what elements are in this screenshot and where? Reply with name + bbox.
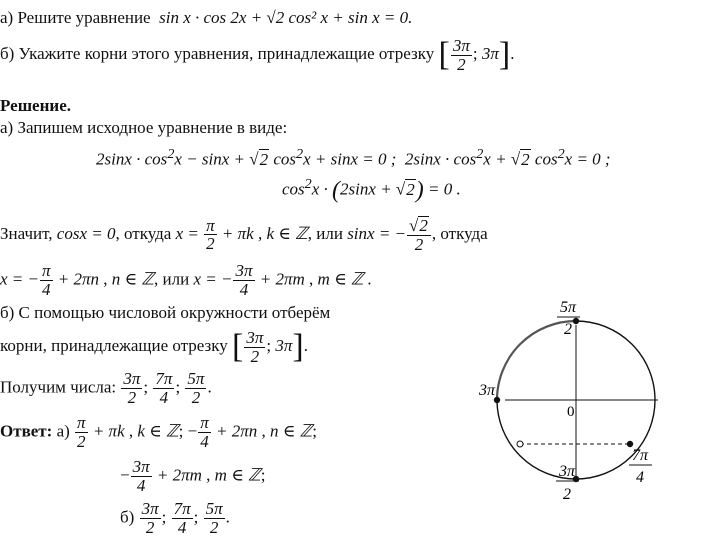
solution-a-intro: а) Запишем исходное уравнение в виде:	[0, 118, 288, 137]
segment-start: $\frac{3\pi}{2}$	[452, 35, 470, 74]
point-5pi-2	[573, 318, 579, 324]
point-excluded	[517, 441, 523, 447]
solution-heading: Решение.	[0, 96, 71, 115]
answer-line-2: − $\frac{3\pi}{4}$ + 2πm , m ∈ ℤ;	[120, 457, 266, 495]
task-b-label: б) Укажите корни этого уравнения, принадлежащие отрезку	[0, 43, 435, 63]
equation-line-1: $2\sin x \cdot \cos^2x - \sin x + √2$ $\cos^2x + \sin x = 0$ ; $2\sin x \cdot \cos^2x + √2$ $\cos^2x = 0$ ;	[96, 146, 611, 169]
label-3pi: 3π	[479, 382, 496, 399]
label-origin: 0	[567, 404, 575, 420]
label-5pi-over-2-den: 2	[564, 321, 572, 338]
roots-line: x = − $\frac{\pi}{4}$ + 2πn , n ∈ ℤ, или x = − $\frac{3\pi}{4}$ + 2πm , m ∈ ℤ .	[0, 261, 373, 299]
task-b: б) Укажите корни этого уравнения, принадлежащие отрезку [ $\frac{3\pi}{2}$ ; 3π].	[0, 35, 515, 74]
task-a-label: а) Решите уравнение	[0, 8, 151, 27]
label-3pi-over-2-num: 3π	[559, 463, 576, 480]
solution-b-intro-2: корни, принадлежащие отрезку [ $\frac{3\pi}{2}$ ; 3π].	[0, 327, 308, 366]
solution-b-intro: б) С помощью числовой окружности отберём	[0, 303, 331, 322]
answer-line-3: б) $\frac{3\pi}{2}$ ; $\frac{7\pi}{4}$ ; $\frac{5\pi}{2}$ .	[120, 499, 230, 537]
label-7pi-over-4-den: 4	[636, 469, 644, 486]
task-a-equation: sin x · cos 2x + √2 cos² x + sin x = 0.	[159, 8, 413, 27]
answer-line-1: Ответ: а) $\frac{\pi}{2}$ + πk , k ∈ ℤ; − $\frac{\pi}{4}$ + 2πn , n ∈ ℤ;	[0, 413, 317, 451]
label-7pi-over-4-num: 7π	[632, 447, 649, 464]
numbers-line: Получим числа: $\frac{3\pi}{2}$ ; $\frac{7\pi}{4}$ ; $\frac{5\pi}{2}$ .	[0, 369, 212, 407]
equation-line-2: $\cos^2x \cdot (2\sin x + √2) = 0$ .	[282, 176, 461, 204]
segment-end: 3π	[481, 43, 499, 63]
therefore-line: Значит, cosx = 0, откуда x = $\frac{\pi}{2}$ + πk , k ∈ ℤ, или sinx = − $\frac{√2}{2}$ , откуда	[0, 215, 488, 254]
label-3pi-over-2-den: 2	[563, 486, 571, 503]
label-5pi-over-2-num: 5π	[560, 299, 577, 316]
